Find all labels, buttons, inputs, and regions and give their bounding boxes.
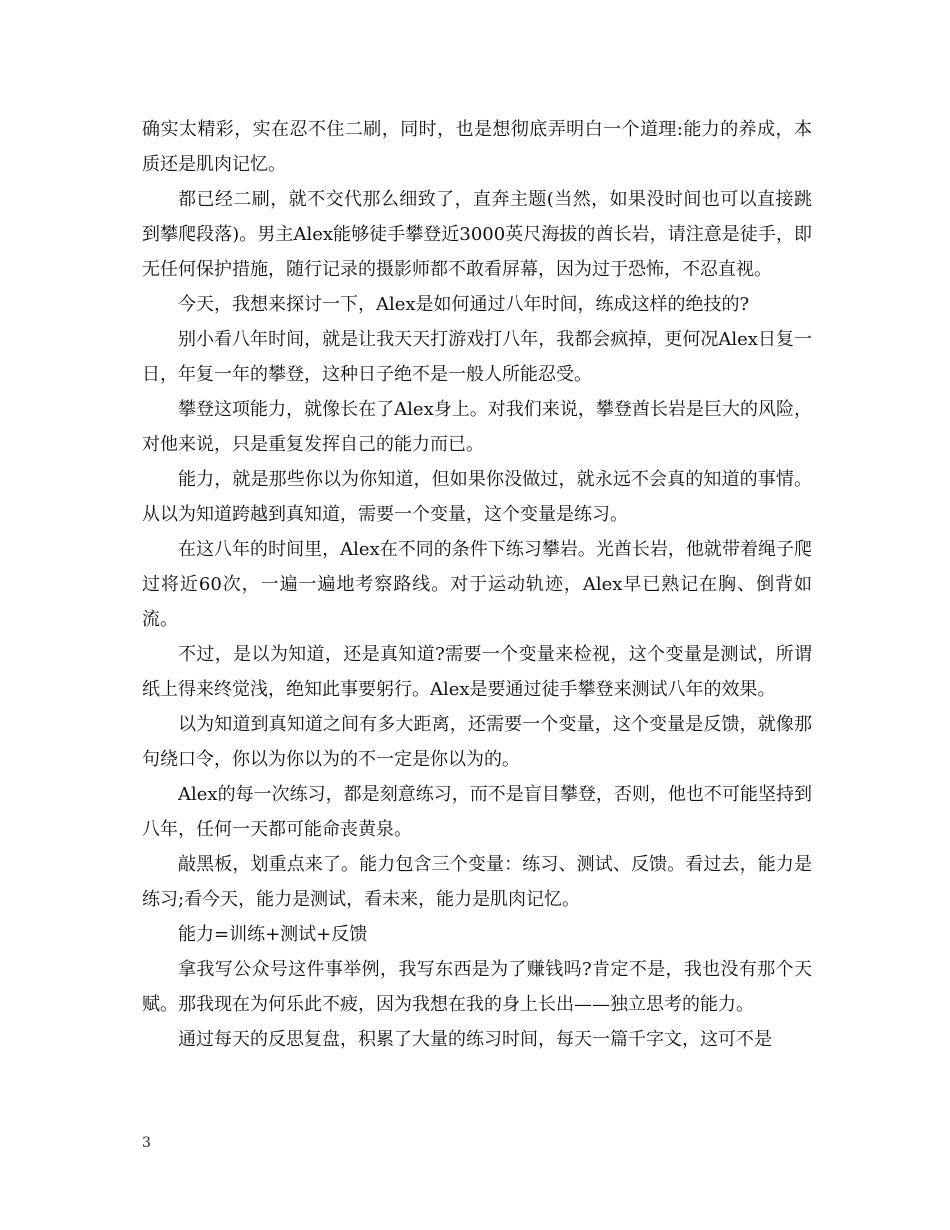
paragraph-1: 确实太精彩，实在忍不住二刷，同时，也是想彻底弄明白一个道理:能力的养成，本质还是肌肉记忆。	[142, 119, 812, 175]
paragraph-4: 别小看八年时间，就是让我天天打游戏打八年，我都会疯掉，更何况Alex日复一日，年复一年的攀登，这种日子绝不是一般人所能忍受。	[142, 329, 812, 385]
paragraph-9: 以为知道到真知道之间有多大距离，还需要一个变量，这个变量是反馈，就像那句绕口令，你以为你以为的不一定是你以为的。	[142, 714, 812, 770]
paragraph-6: 能力，就是那些你以为你知道，但如果你没做过，就永远不会真的知道的事情。从以为知道跨越到真知道，需要一个变量，这个变量是练习。	[142, 469, 812, 525]
formula-line: 能力=训练+测试+反馈	[178, 924, 368, 945]
page-number: 3	[142, 1135, 151, 1151]
paragraph-2: 都已经二刷，就不交代那么细致了，直奔主题(当然，如果没时间也可以直接跳到攀爬段落)。男主Alex能够徒手攀登近3000英尺海拔的酋长岩，请注意是徒手，即无任何保护措施，随行记录的摄影师都不敢看屏幕，因为过于恐怖，不忍直视。	[142, 189, 812, 280]
paragraph-5: 攀登这项能力，就像长在了Alex身上。对我们来说，攀登酋长岩是巨大的风险，对他来说，只是重复发挥自己的能力而已。	[142, 399, 812, 455]
paragraph-13: 拿我写公众号这件事举例，我写东西是为了赚钱吗?肯定不是，我也没有那个天赋。那我现在为何乐此不疲，因为我想在我的身上长出——独立思考的能力。	[142, 959, 812, 1015]
paragraph-14: 通过每天的反思复盘，积累了大量的练习时间，每天一篇千字文，这可不是	[178, 1029, 772, 1050]
paragraph-11: 敲黑板，划重点来了。能力包含三个变量：练习、测试、反馈。看过去，能力是练习;看今天，能力是测试，看未来，能力是肌肉记忆。	[142, 854, 812, 910]
paragraph-3: 今天，我想来探讨一下，Alex是如何通过八年时间，练成这样的绝技的?	[178, 294, 750, 315]
page-body	[142, 112, 812, 1057]
paragraph-7: 在这八年的时间里，Alex在不同的条件下练习攀岩。光酋长岩，他就带着绳子爬过将近60次，一遍一遍地考察路线。对于运动轨迹，Alex早已熟记在胸、倒背如流。	[142, 539, 812, 630]
paragraph-8: 不过，是以为知道，还是真知道?需要一个变量来检视，这个变量是测试，所谓纸上得来终觉浅，绝知此事要躬行。Alex是要通过徒手攀登来测试八年的效果。	[142, 644, 812, 700]
paragraph-10: Alex的每一次练习，都是刻意练习，而不是盲目攀登，否则，他也不可能坚持到八年，任何一天都可能命丧黄泉。	[142, 784, 812, 840]
